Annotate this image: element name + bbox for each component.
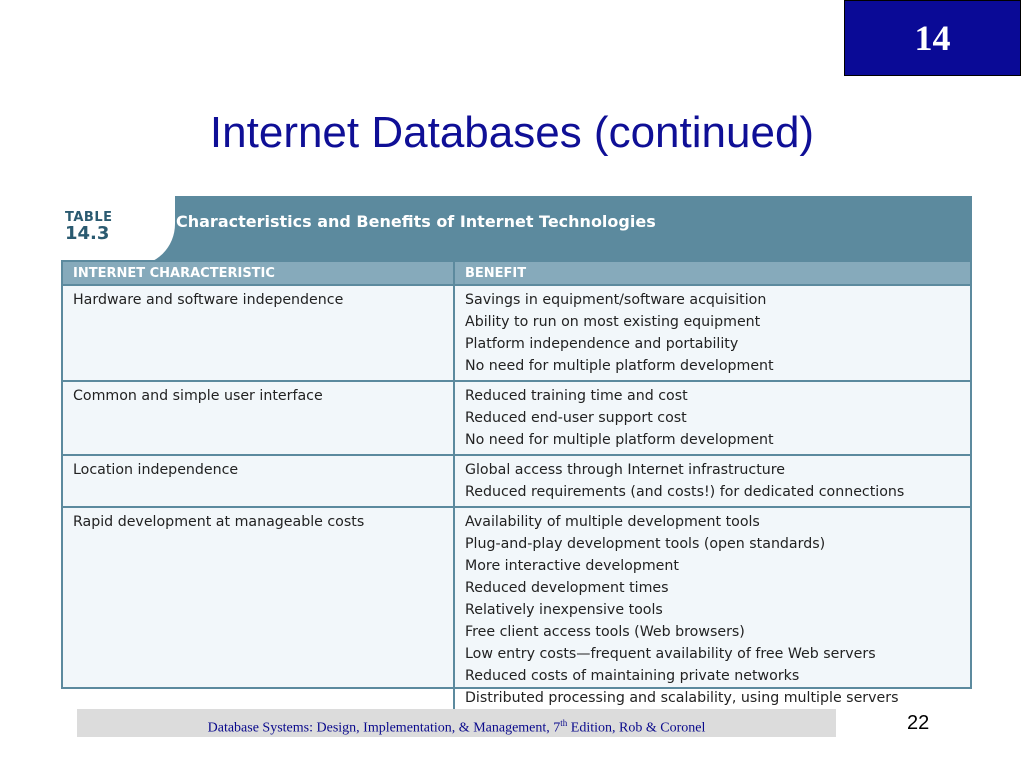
benefit-item: Platform independence and portability <box>465 336 739 352</box>
benefit-item: Availability of multiple development tools <box>465 514 760 530</box>
chapter-number-box <box>844 0 1021 76</box>
characteristic-cell: Common and simple user interface <box>73 388 323 404</box>
page-number: 22 <box>907 712 930 734</box>
slide-title: Internet Databases (continued) <box>209 108 815 157</box>
footer-text-main: Database Systems: Design, Implementation, & Management, 7 <box>207 720 561 736</box>
footer-superscript: th <box>560 718 568 728</box>
characteristic-cell: Location independence <box>73 462 239 478</box>
benefit-item: Plug-and-play development tools (open standards) <box>465 536 826 552</box>
table-row <box>63 508 970 712</box>
benefit-item: No need for multiple platform development <box>465 432 774 448</box>
benefit-item: Relatively inexpensive tools <box>465 602 663 618</box>
benefit-item: Reduced training time and cost <box>465 388 688 404</box>
table-figure <box>61 188 972 706</box>
table-banner <box>61 196 972 266</box>
table-title: Characteristics and Benefits of Internet Technologies <box>176 212 656 231</box>
table-row <box>63 456 970 508</box>
benefit-item: Reduced costs of maintaining private networks <box>465 668 800 684</box>
benefit-cell <box>453 456 970 506</box>
table-label <box>65 210 113 244</box>
benefit-item: Free client access tools (Web browsers) <box>465 624 745 640</box>
table-label-word: TABLE <box>65 210 113 225</box>
benefit-item: Low entry costs—frequent availability of free Web servers <box>465 646 876 662</box>
table-label-tab <box>61 196 175 266</box>
benefit-item: Global access through Internet infrastructure <box>465 462 786 478</box>
footer-citation <box>77 709 836 737</box>
benefit-cell <box>453 286 970 380</box>
characteristic-cell: Rapid development at manageable costs <box>73 514 365 530</box>
benefit-item: Ability to run on most existing equipment <box>465 314 761 330</box>
column-header-characteristic: INTERNET CHARACTERISTIC <box>73 265 275 281</box>
footer-text-end: Edition, Rob & Coronel <box>567 720 706 736</box>
benefit-item: No need for multiple platform development <box>465 358 774 374</box>
benefit-cell <box>453 382 970 454</box>
benefit-cell <box>453 508 970 712</box>
column-header-benefit: BENEFIT <box>453 262 970 284</box>
benefit-item: Reduced development times <box>465 580 669 596</box>
table-row <box>63 286 970 382</box>
benefit-item: More interactive development <box>465 558 679 574</box>
table-label-number: 14.3 <box>65 223 110 244</box>
benefit-item: Reduced requirements (and costs!) for dedicated connections <box>465 484 905 500</box>
benefit-item: Reduced end-user support cost <box>465 410 687 426</box>
table-header-row <box>63 262 970 286</box>
benefit-item: Distributed processing and scalability, using multiple servers <box>465 690 899 706</box>
data-table <box>61 260 972 706</box>
chapter-number: 14 <box>914 18 951 58</box>
characteristic-cell: Hardware and software independence <box>73 292 344 308</box>
table-row <box>63 382 970 456</box>
benefit-item: Savings in equipment/software acquisition <box>465 292 767 308</box>
